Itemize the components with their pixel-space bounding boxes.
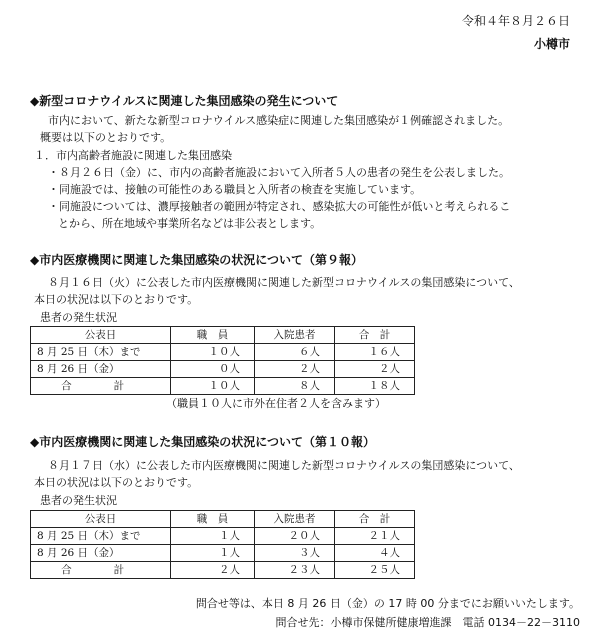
- section3-table-caption: 患者の発生状況: [40, 494, 117, 507]
- section1-bullet-3: ・同施設については、濃厚接触者の範囲が特定され、感染拡大の可能性が低いと考えられるこ: [48, 200, 511, 213]
- contact-info: 問合せ先：小樽市保健所健康増進課 電話 0134－22－3110: [275, 616, 580, 629]
- section1-intro-line1: 市内において、新たな新型コロナウイルス感染症に関連した集団感染が１例確認されました。: [48, 114, 510, 127]
- table-header-row: [31, 511, 415, 528]
- total-sum: ２５人: [335, 562, 415, 579]
- total-label: 合 計: [31, 562, 171, 579]
- section2-table-caption: 患者の発生状況: [40, 311, 117, 324]
- section1-bullet-3-cont: とから、所在地域や事業所名などは非公表とします。: [58, 217, 322, 230]
- row-date: 8 月 26 日（金）: [31, 361, 171, 378]
- total-staff: １０人: [171, 378, 255, 395]
- row-total: ２１人: [335, 528, 415, 545]
- row-staff: １０人: [171, 344, 255, 361]
- document-date: 令和４年８月２６日: [461, 14, 570, 28]
- table-row: [31, 528, 415, 545]
- row-date: 8 月 25 日（木）まで: [31, 528, 171, 545]
- table-total-row: [31, 378, 415, 395]
- row-total: ２人: [335, 361, 415, 378]
- issuer-name: 小樽市: [533, 37, 570, 51]
- header-total: 合 計: [335, 511, 415, 528]
- row-staff: １人: [171, 545, 255, 562]
- header-date: 公表日: [31, 511, 171, 528]
- section1-item-title: １．市内高齢者施設に関連した集団感染: [34, 149, 232, 162]
- total-label: 合 計: [31, 378, 171, 395]
- section2-table-note: （職員１０人に市外在住者２人を含みます）: [166, 397, 386, 410]
- total-sum: １８人: [335, 378, 415, 395]
- header-inpatients: 入院患者: [255, 511, 335, 528]
- section1-bullet-1: ・８月２６日（金）に、市内の高齢者施設において入所者５人の患者の発生を公表しました。: [48, 166, 510, 179]
- section3-heading: ◆市内医療機関に関連した集団感染の状況について（第１０報）: [30, 435, 375, 449]
- table-row: [31, 545, 415, 562]
- section3-patient-table: [30, 510, 415, 579]
- header-staff: 職 員: [171, 511, 255, 528]
- section2-paragraph-line1: ８月１６日（火）に公表した市内医療機関に関連した新型コロナウイルスの集団感染について、: [48, 276, 520, 289]
- table-total-row: [31, 562, 415, 579]
- row-date: 8 月 26 日（金）: [31, 545, 171, 562]
- row-staff: １人: [171, 528, 255, 545]
- header-date: 公表日: [31, 327, 171, 344]
- total-inpatients: ８人: [255, 378, 335, 395]
- total-staff: ２人: [171, 562, 255, 579]
- total-inpatients: ２３人: [255, 562, 335, 579]
- row-total: ４人: [335, 545, 415, 562]
- section3-paragraph-line2: 本日の状況は以下のとおりです。: [34, 476, 199, 489]
- row-date: 8 月 25 日（木）まで: [31, 344, 171, 361]
- row-staff: ０人: [171, 361, 255, 378]
- row-inpatients: ２人: [255, 361, 335, 378]
- header-staff: 職 員: [171, 327, 255, 344]
- table-row: [31, 344, 415, 361]
- table-row: [31, 361, 415, 378]
- table-header-row: [31, 327, 415, 344]
- inquiry-deadline: 問合せ等は、本日 8 月 26 日（金）の 17 時 00 分までにお願いいたします。: [195, 597, 580, 610]
- header-total: 合 計: [335, 327, 415, 344]
- section2-heading: ◆市内医療機関に関連した集団感染の状況について（第９報）: [30, 253, 363, 267]
- row-inpatients: ２０人: [255, 528, 335, 545]
- section2-patient-table: [30, 326, 415, 395]
- section2-paragraph-line2: 本日の状況は以下のとおりです。: [34, 293, 199, 306]
- section3-paragraph-line1: ８月１７日（水）に公表した市内医療機関に関連した新型コロナウイルスの集団感染について、: [48, 459, 520, 472]
- section1-intro-line2: 概要は以下のとおりです。: [40, 131, 172, 144]
- row-inpatients: ３人: [255, 545, 335, 562]
- section1-heading: ◆新型コロナウイルスに関連した集団感染の発生について: [30, 94, 339, 108]
- row-inpatients: ６人: [255, 344, 335, 361]
- header-inpatients: 入院患者: [255, 327, 335, 344]
- row-total: １６人: [335, 344, 415, 361]
- section1-bullet-2: ・同施設では、接触の可能性のある職員と入所者の検査を実施しています。: [48, 183, 422, 196]
